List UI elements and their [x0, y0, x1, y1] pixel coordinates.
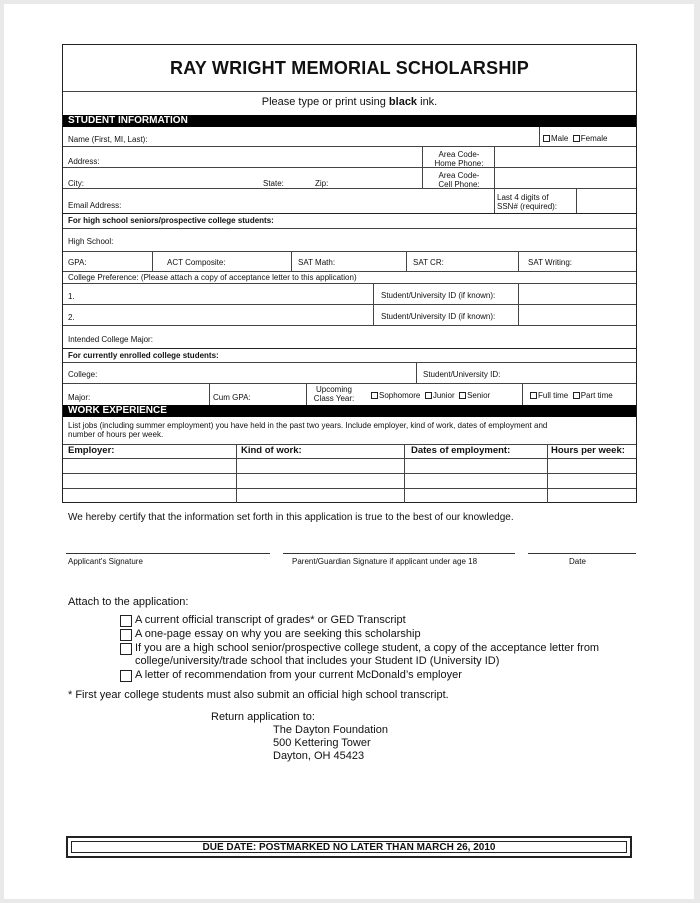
- recommendation-checkbox[interactable]: [120, 670, 132, 682]
- student-id-1-label: Student/University ID (if known):: [381, 291, 496, 300]
- table-row[interactable]: [63, 488, 636, 489]
- male-checkbox[interactable]: [543, 135, 550, 142]
- part-time-checkbox[interactable]: [573, 392, 580, 399]
- due-date-text: DUE DATE: POSTMARKED NO LATER THAN MARCH 26, 2010: [71, 841, 627, 853]
- attach-item-recommendation: A letter of recommendation from your current McDonald’s employer: [120, 669, 462, 682]
- return-label: Return application to:: [211, 711, 315, 723]
- state-label: State:: [263, 179, 284, 188]
- ssn-label: Last 4 digits of SSN# (required):: [497, 193, 558, 211]
- return-address-line2: 500 Kettering Tower: [273, 737, 371, 749]
- college-label: College:: [68, 370, 98, 379]
- major-label: Major:: [68, 393, 91, 402]
- col-kind-of-work: Kind of work:: [241, 445, 302, 456]
- parent-signature-line[interactable]: [283, 553, 515, 554]
- date-line[interactable]: [528, 553, 636, 554]
- high-school-label: High School:: [68, 237, 114, 246]
- col-hours-per-week: Hours per week:: [551, 445, 625, 456]
- preference-1-label: 1.: [68, 292, 75, 301]
- preference-2-label: 2.: [68, 313, 75, 322]
- date-label: Date: [569, 557, 586, 566]
- student-id-2-label: Student/University ID (if known):: [381, 312, 496, 321]
- certification-text: We hereby certify that the information set forth in this application is true to the best of our knowledge.: [68, 512, 514, 523]
- class-year-options: Sophomore Junior Senior: [371, 391, 490, 400]
- parent-signature-label: Parent/Guardian Signature if applicant under age 18: [292, 557, 478, 566]
- home-phone-label: Area Code- Home Phone:: [434, 150, 484, 168]
- table-row[interactable]: [63, 458, 636, 459]
- enrolled-student-id-label: Student/University ID:: [423, 370, 501, 379]
- applicant-signature-label: Applicant's Signature: [68, 557, 143, 566]
- enrolled-section-label: For currently enrolled college students:: [68, 351, 219, 360]
- form-title: RAY WRIGHT MEMORIAL SCHOLARSHIP: [170, 58, 529, 78]
- application-form: [62, 44, 637, 503]
- zip-label: Zip:: [315, 179, 329, 188]
- work-instructions: List jobs (including summer employment) you have held in the past two years. Include employer, kind of work, dates of employment and number of hours per week.: [68, 421, 548, 439]
- junior-checkbox[interactable]: [425, 392, 432, 399]
- city-label: City:: [68, 179, 84, 188]
- return-address-line1: The Dayton Foundation: [273, 724, 388, 736]
- attach-item-acceptance-letter: If you are a high school senior/prospective college student, a copy of the acceptance letter from college/university/trade school that includes your Student ID (University ID): [120, 642, 599, 668]
- enrollment-status-options: Full time Part time: [530, 391, 613, 400]
- sat-cr-label: SAT CR:: [413, 258, 444, 267]
- college-preference-label: College Preference: (Please attach a copy of acceptance letter to this application): [68, 273, 357, 282]
- intended-major-label: Intended College Major:: [68, 335, 153, 344]
- email-label: Email Address:: [68, 201, 122, 210]
- ink-instructions: Please type or print using black ink.: [261, 96, 438, 108]
- sat-math-label: SAT Math:: [298, 258, 336, 267]
- cell-phone-label: Area Code- Cell Phone:: [438, 171, 480, 189]
- section-header-work-experience: WORK EXPERIENCE: [63, 405, 636, 417]
- seniors-section-label: For high school seniors/prospective college students:: [68, 216, 274, 225]
- table-row[interactable]: [63, 473, 636, 474]
- acceptance-letter-checkbox[interactable]: [120, 643, 132, 655]
- section-header-student-info: STUDENT INFORMATION: [63, 115, 636, 127]
- footnote: * First year college students must also submit an official high school transcript.: [68, 689, 449, 701]
- sophomore-checkbox[interactable]: [371, 392, 378, 399]
- col-employer: Employer:: [68, 445, 115, 456]
- full-time-checkbox[interactable]: [530, 392, 537, 399]
- senior-checkbox[interactable]: [459, 392, 466, 399]
- class-year-label: Upcoming Class Year:: [313, 385, 355, 403]
- cum-gpa-label: Cum GPA:: [213, 393, 251, 402]
- attach-item-transcript: A current official transcript of grades* or GED Transcript: [120, 614, 406, 627]
- col-dates-of-employment: Dates of employment:: [411, 445, 511, 456]
- address-label: Address:: [68, 157, 100, 166]
- attach-heading: Attach to the application:: [68, 596, 189, 608]
- due-date-box: [66, 836, 632, 858]
- essay-checkbox[interactable]: [120, 629, 132, 641]
- female-checkbox[interactable]: [573, 135, 580, 142]
- divider: [63, 91, 636, 92]
- applicant-signature-line[interactable]: [66, 553, 270, 554]
- act-label: ACT Composite:: [167, 258, 226, 267]
- transcript-checkbox[interactable]: [120, 615, 132, 627]
- sat-writing-label: SAT Writing:: [528, 258, 573, 267]
- gender-options: Male Female: [543, 134, 607, 143]
- name-label: Name (First, MI, Last):: [68, 135, 148, 144]
- attach-item-essay: A one-page essay on why you are seeking this scholarship: [120, 628, 421, 641]
- gpa-label: GPA:: [68, 258, 87, 267]
- return-address-line3: Dayton, OH 45423: [273, 750, 365, 762]
